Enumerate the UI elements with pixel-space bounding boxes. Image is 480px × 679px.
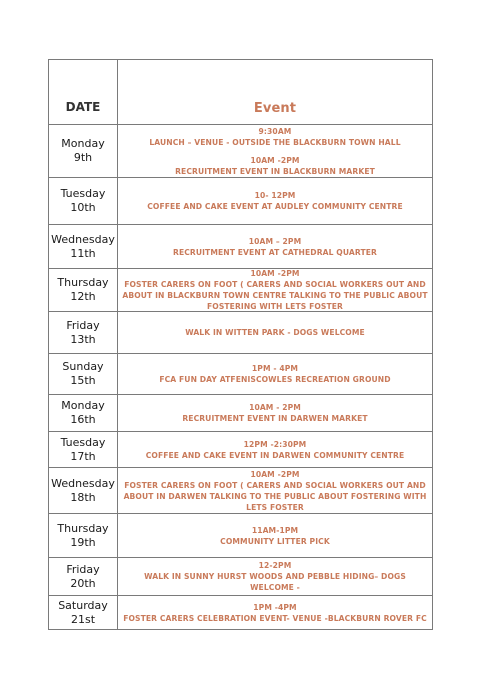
table-row xyxy=(49,513,432,557)
weekday-label: Wednesday xyxy=(51,232,115,246)
event-text-line: 10AM -2PM xyxy=(250,469,300,479)
date-label: 18th xyxy=(70,490,96,504)
event-text-line: 10AM -2PM xyxy=(250,269,300,278)
table-row xyxy=(49,177,432,224)
event-text-line: 9:30AM xyxy=(258,126,292,136)
event-text-line: FOSTER CARERS ON FOOT ( CARERS AND SOCIAL WORKERS OUT AND xyxy=(124,480,426,490)
date-label: 20th xyxy=(70,576,96,590)
event-cell xyxy=(118,596,432,629)
event-text-line: ABOUT IN DARWEN TALKING TO THE PUBLIC ABOUT FOSTERING WITH xyxy=(123,491,427,501)
table-row xyxy=(49,311,432,353)
date-cell xyxy=(49,354,118,394)
date-cell xyxy=(49,178,118,224)
event-cell xyxy=(118,432,432,467)
date-label: 10th xyxy=(70,201,96,214)
table-header xyxy=(49,60,432,124)
table-row xyxy=(49,124,432,177)
weekday-label: Thursday xyxy=(57,521,109,535)
event-text-line: 1PM - 4PM xyxy=(251,364,299,373)
event-text-line: 12PM -2:30PM xyxy=(243,439,307,449)
weekday-label: Thursday xyxy=(57,276,109,289)
date-cell xyxy=(49,125,118,177)
date-cell xyxy=(49,312,118,353)
event-text-line: WALK IN SUNNY HURST WOODS AND PEBBLE HIDING– DOGS WELCOME - xyxy=(144,572,406,592)
event-text-line: WALK IN WITTEN PARK - DOGS WELCOME xyxy=(185,328,365,337)
weekday-label: Friday xyxy=(66,318,100,332)
date-cell xyxy=(49,225,118,268)
event-cell xyxy=(118,125,432,177)
weekday-label: Monday xyxy=(61,399,105,412)
event-text-line: 10AM -2PM xyxy=(250,155,300,165)
event-text-line: 1PM -4PM xyxy=(253,602,297,612)
event-text-line: 12-2PM xyxy=(258,561,292,570)
date-cell xyxy=(49,596,118,629)
date-label: 21st xyxy=(70,612,96,626)
event-text-line: COMMUNITY LITTER PICK xyxy=(220,536,330,546)
date-label: 11th xyxy=(70,246,96,260)
date-cell xyxy=(49,558,118,595)
table-row xyxy=(49,353,432,394)
event-cell xyxy=(118,354,432,394)
weekday-label: Tuesday xyxy=(60,187,106,200)
event-text-line: 10- 12PM xyxy=(254,191,296,200)
event-cell xyxy=(118,269,432,311)
date-cell xyxy=(49,514,118,557)
weekday-label: Sunday xyxy=(62,360,104,373)
weekday-label: Friday xyxy=(66,562,100,576)
event-text-line: FOSTER CARERS CELEBRATION EVENT- VENUE -BLACKBURN ROVER FC xyxy=(123,613,427,623)
events-table xyxy=(48,59,433,630)
event-text-line: RECRUITMENT EVENT IN BLACKBURN MARKET xyxy=(175,166,375,176)
date-cell xyxy=(49,468,118,513)
date-column-header: DATE xyxy=(49,60,118,124)
date-cell xyxy=(49,432,118,467)
event-cell xyxy=(118,514,432,557)
date-label: 15th xyxy=(70,374,96,387)
date-cell xyxy=(49,269,118,311)
weekday-label: Saturday xyxy=(58,598,108,612)
table-row xyxy=(49,431,432,467)
event-text-line: FOSTERING WITH LETS FOSTER xyxy=(206,302,343,311)
date-label: 13th xyxy=(70,332,96,346)
event-text-line: FCA FUN DAY ATFENISCOWLES RECREATION GROUND xyxy=(159,375,391,384)
event-text-line: COFFEE AND CAKE EVENT IN DARWEN COMMUNITY CENTRE xyxy=(145,450,405,460)
date-cell xyxy=(49,395,118,431)
weekday-label: Tuesday xyxy=(60,435,106,449)
table-row xyxy=(49,224,432,268)
table-row xyxy=(49,557,432,595)
event-column-header: Event xyxy=(253,101,297,116)
event-cell xyxy=(118,312,432,353)
event-text-line: 11AM-1PM xyxy=(251,525,299,535)
table-body xyxy=(49,124,432,629)
event-text-line: ABOUT IN BLACKBURN TOWN CENTRE TALKING TO THE PUBLIC ABOUT xyxy=(122,291,428,300)
event-cell xyxy=(118,225,432,268)
date-label: 17th xyxy=(70,449,96,463)
event-text-line: FOSTER CARERS ON FOOT ( CARERS AND SOCIAL WORKERS OUT AND xyxy=(124,280,426,289)
table-row xyxy=(49,394,432,431)
event-text-line: LETS FOSTER xyxy=(246,502,304,512)
event-text-line: RECRUITMENT EVENT IN DARWEN MARKET xyxy=(182,414,368,423)
event-cell xyxy=(118,178,432,224)
event-text-line: 10AM – 2PM xyxy=(248,236,302,246)
weekday-label: Wednesday xyxy=(51,476,115,490)
date-label: 16th xyxy=(70,413,96,426)
event-cell xyxy=(118,395,432,431)
date-label: 9th xyxy=(73,151,93,164)
event-text-line: LAUNCH – VENUE - OUTSIDE THE BLACKBURN TOWN HALL xyxy=(149,137,401,147)
event-text-line: 10AM - 2PM xyxy=(249,403,301,412)
date-label: 19th xyxy=(70,535,96,549)
date-label: 12th xyxy=(70,290,96,303)
weekday-label: Monday xyxy=(61,137,105,150)
event-text-line: COFFEE AND CAKE EVENT AT AUDLEY COMMUNITY CENTRE xyxy=(147,202,403,211)
event-cell xyxy=(118,558,432,595)
table-row xyxy=(49,268,432,311)
table-row xyxy=(49,467,432,513)
event-cell xyxy=(118,468,432,513)
event-text-line: RECRUITMENT EVENT AT CATHEDRAL QUARTER xyxy=(173,247,377,257)
table-row xyxy=(49,595,432,629)
